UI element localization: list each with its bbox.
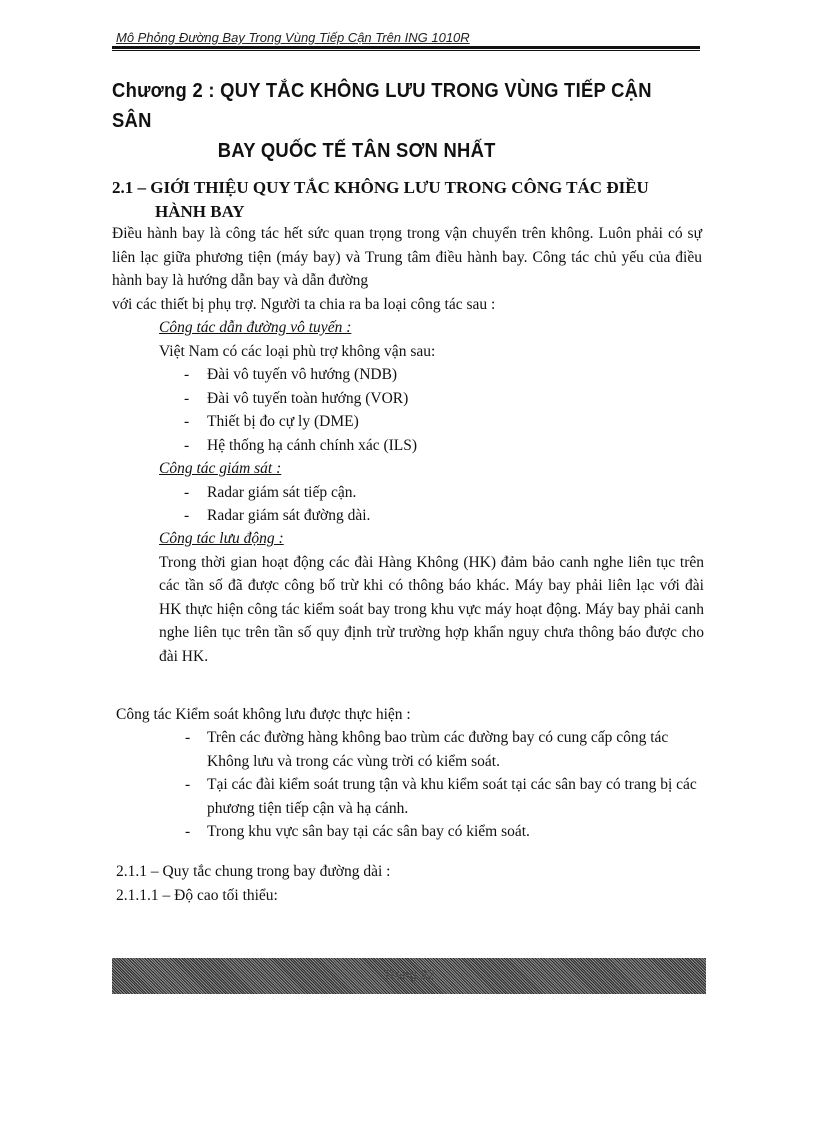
list-item: - Radar giám sát tiếp cận. — [159, 481, 704, 505]
subsection-2-1-1-1: 2.1.1.1 – Độ cao tối thiểu: — [116, 887, 278, 904]
list-item: - Radar giám sát đường dài. — [159, 504, 704, 528]
chapter-title — [112, 76, 664, 166]
radio-navigation-title: Công tác dẫn đường vô tuyến : — [159, 319, 352, 336]
radio-aids-list — [159, 363, 704, 457]
header-rule — [112, 46, 700, 51]
page-footer-band — [112, 958, 706, 994]
section-heading-line1: 2.1 – GIỚI THIỆU QUY TẮC KHÔNG LƯU TRONG CÔNG TÁC ĐIỀU — [112, 178, 649, 197]
list-item: - Thiết bị đo cự ly (DME) — [159, 410, 704, 434]
running-header-title: Mô Phỏng Đường Bay Trong Vùng Tiếp Cận Trên ING 1010R — [116, 30, 470, 45]
list-item: - Tại các đài kiểm soát trung tận và khu kiểm soát tại các sân bay có trang bị các phương tiện tiếp cận và hạ cánh. — [160, 773, 705, 820]
chapter-title-line2: BAY QUỐC TẾ TÂN SƠN NHẤT — [217, 140, 496, 162]
section-heading — [112, 176, 712, 224]
mobile-paragraph: Trong thời gian hoạt động các đài Hàng Không (HK) đảm bảo canh nghe liên tục trên các tần số đã được công bố trừ khi có thông báo khác. Máy bay phải liên lạc với đài HK thực hiện công tác kiểm soát bay trong khu vực máy hoạt động. Máy bay phải canh nghe liên tục trên tần số quy định trừ trường hợp khẩn nguy chưa thông báo được cho đài HK. — [159, 553, 704, 665]
list-item: - Trên các đường hàng không bao trùm các đường bay có cung cấp công tác Không lưu và trong các vùng trời có kiểm soát. — [160, 726, 705, 773]
list-item: - Hệ thống hạ cánh chính xác (ILS) — [159, 434, 704, 458]
surveillance-list — [159, 481, 704, 528]
mobile-block — [159, 527, 704, 668]
list-item: - Trong khu vực sân bay tại các sân bay có kiểm soát. — [160, 820, 705, 844]
intro-paragraph — [112, 222, 702, 316]
radio-navigation-block — [159, 316, 704, 457]
radio-navigation-lead: Việt Nam có các loại phù trợ không vận sau: — [159, 342, 436, 360]
list-item: - Đài vô tuyến toàn hướng (VOR) — [159, 387, 704, 411]
page-number: Trang 22 — [383, 967, 435, 982]
mobile-title: Công tác lưu động : — [159, 530, 284, 547]
intro-text-last: với các thiết bị phụ trợ. Người ta chia ra ba loại công tác sau : — [112, 295, 496, 313]
control-list — [160, 726, 705, 844]
surveillance-title: Công tác giám sát : — [159, 460, 282, 477]
subsection-2-1-1: 2.1.1 – Quy tắc chung trong bay đường dài : — [116, 863, 391, 880]
surveillance-block — [159, 457, 704, 528]
intro-text: Điều hành bay là công tác hết sức quan trọng trong vận chuyển trên không. Luôn phải có sự liên lạc giữa phương tiện (máy bay) và Trung tâm điều hành bay. Công tác chủ yếu của điều hành bay là hướng dẫn bay và dẫn đường — [112, 225, 702, 289]
chapter-title-line1: Chương 2 : QUY TẮC KHÔNG LƯU TRONG VÙNG TIẾP CẬN SÂN — [112, 80, 652, 132]
control-lead: Công tác Kiểm soát không lưu được thực hiện : — [116, 706, 411, 723]
list-item: - Đài vô tuyến vô hướng (NDB) — [159, 363, 704, 387]
section-heading-line2: HÀNH BAY — [155, 202, 245, 221]
